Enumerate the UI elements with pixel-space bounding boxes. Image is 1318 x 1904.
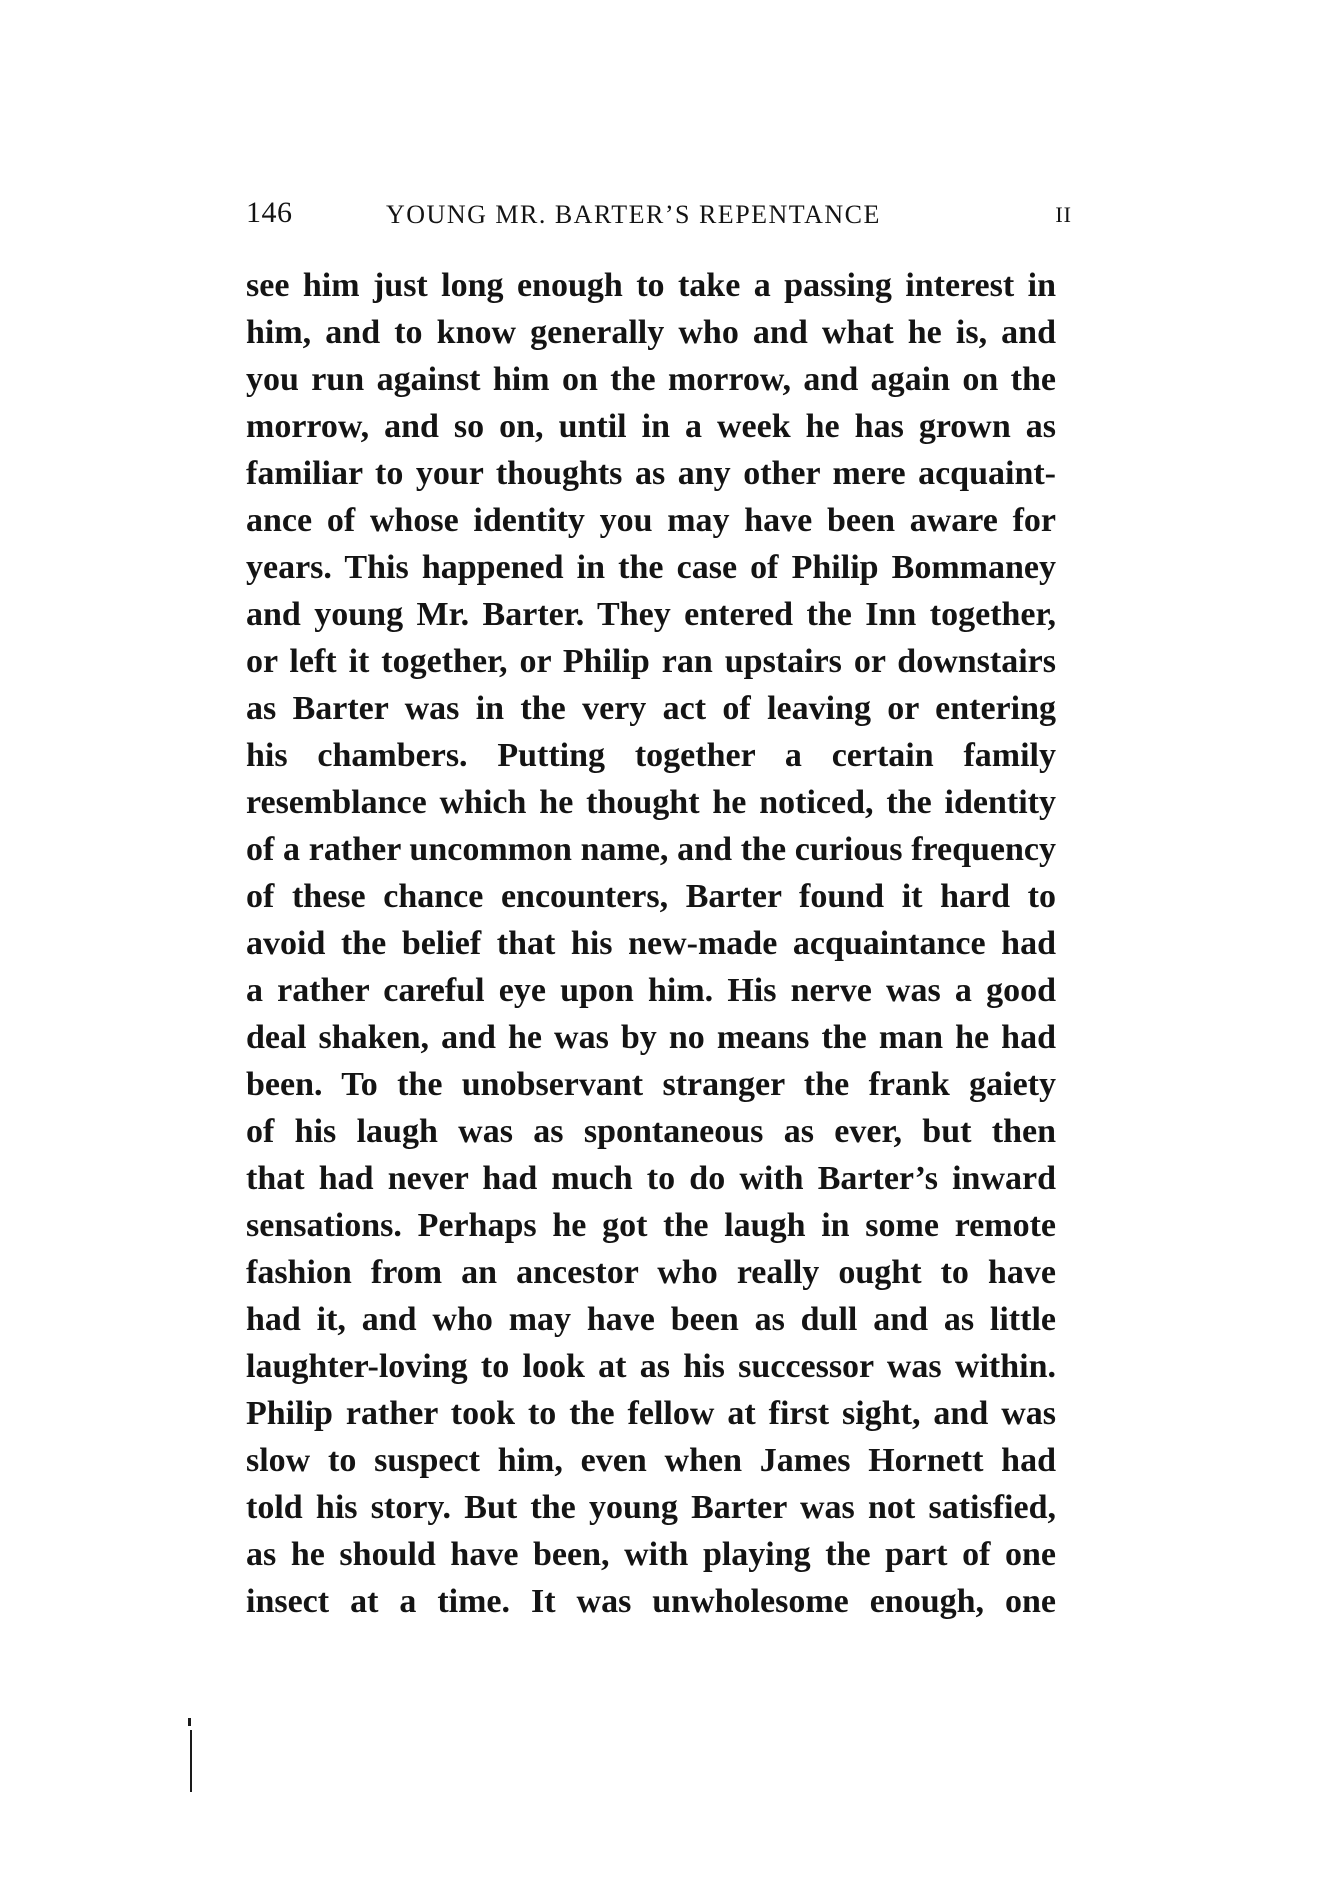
text-line: see him just long enough to take a passing interest in xyxy=(246,267,1056,304)
text-line: familiar to your thoughts as any other mere acquaint- xyxy=(246,455,1056,492)
text-line: of these chance encounters, Barter found it hard to xyxy=(246,878,1056,915)
text-line: sensations. Perhaps he got the laugh in some remote xyxy=(246,1207,1056,1244)
text-line: been. To the unobservant stranger the frank gaiety xyxy=(246,1066,1056,1103)
text-line: of a rather uncommon name, and the curious frequency xyxy=(246,831,1056,868)
text-line: Philip rather took to the fellow at first sight, and was xyxy=(246,1395,1056,1432)
text-line: his chambers. Putting together a certain family xyxy=(246,737,1056,774)
text-line: laughter-loving to look at as his successor was within. xyxy=(246,1348,1056,1385)
text-line: avoid the belief that his new-made acquaintance had xyxy=(246,925,1056,962)
page-number: 146 xyxy=(246,196,293,229)
text-line: insect at a time. It was unwholesome enough, one xyxy=(246,1583,1056,1620)
text-line: as he should have been, with playing the part of one xyxy=(246,1536,1056,1573)
running-head xyxy=(246,196,1076,236)
text-line: had it, and who may have been as dull and as little xyxy=(246,1301,1056,1338)
text-line: you run against him on the morrow, and again on the xyxy=(246,361,1056,398)
text-line: deal shaken, and he was by no means the man he had xyxy=(246,1019,1056,1056)
text-line: a rather careful eye upon him. His nerve was a good xyxy=(246,972,1056,1009)
text-line: as Barter was in the very act of leaving or entering xyxy=(246,690,1056,727)
text-line: him, and to know generally who and what he is, and xyxy=(246,314,1056,351)
text-line: ance of whose identity you may have been aware for xyxy=(246,502,1056,539)
text-line: years. This happened in the case of Philip Bommaney xyxy=(246,549,1056,586)
chapter-number: II xyxy=(1055,202,1072,227)
text-line: fashion from an ancestor who really ought to have xyxy=(246,1254,1056,1291)
text-line: that had never had much to do with Barter’s inward xyxy=(246,1160,1056,1197)
text-line: or left it together, or Philip ran upstairs or downstairs xyxy=(246,643,1056,680)
text-line: of his laugh was as spontaneous as ever, but then xyxy=(246,1113,1056,1150)
text-line: resemblance which he thought he noticed, the identity xyxy=(246,784,1056,821)
text-line: morrow, and so on, until in a week he has grown as xyxy=(246,408,1056,445)
margin-scan-mark xyxy=(190,1730,192,1792)
running-title: YOUNG MR. BARTER’S REPENTANCE xyxy=(386,200,881,229)
body-text xyxy=(246,262,1056,1625)
text-line: slow to suspect him, even when James Hornett had xyxy=(246,1442,1056,1479)
text-line: and young Mr. Barter. They entered the Inn together, xyxy=(246,596,1056,633)
text-line: told his story. But the young Barter was not satisfied, xyxy=(246,1489,1056,1526)
